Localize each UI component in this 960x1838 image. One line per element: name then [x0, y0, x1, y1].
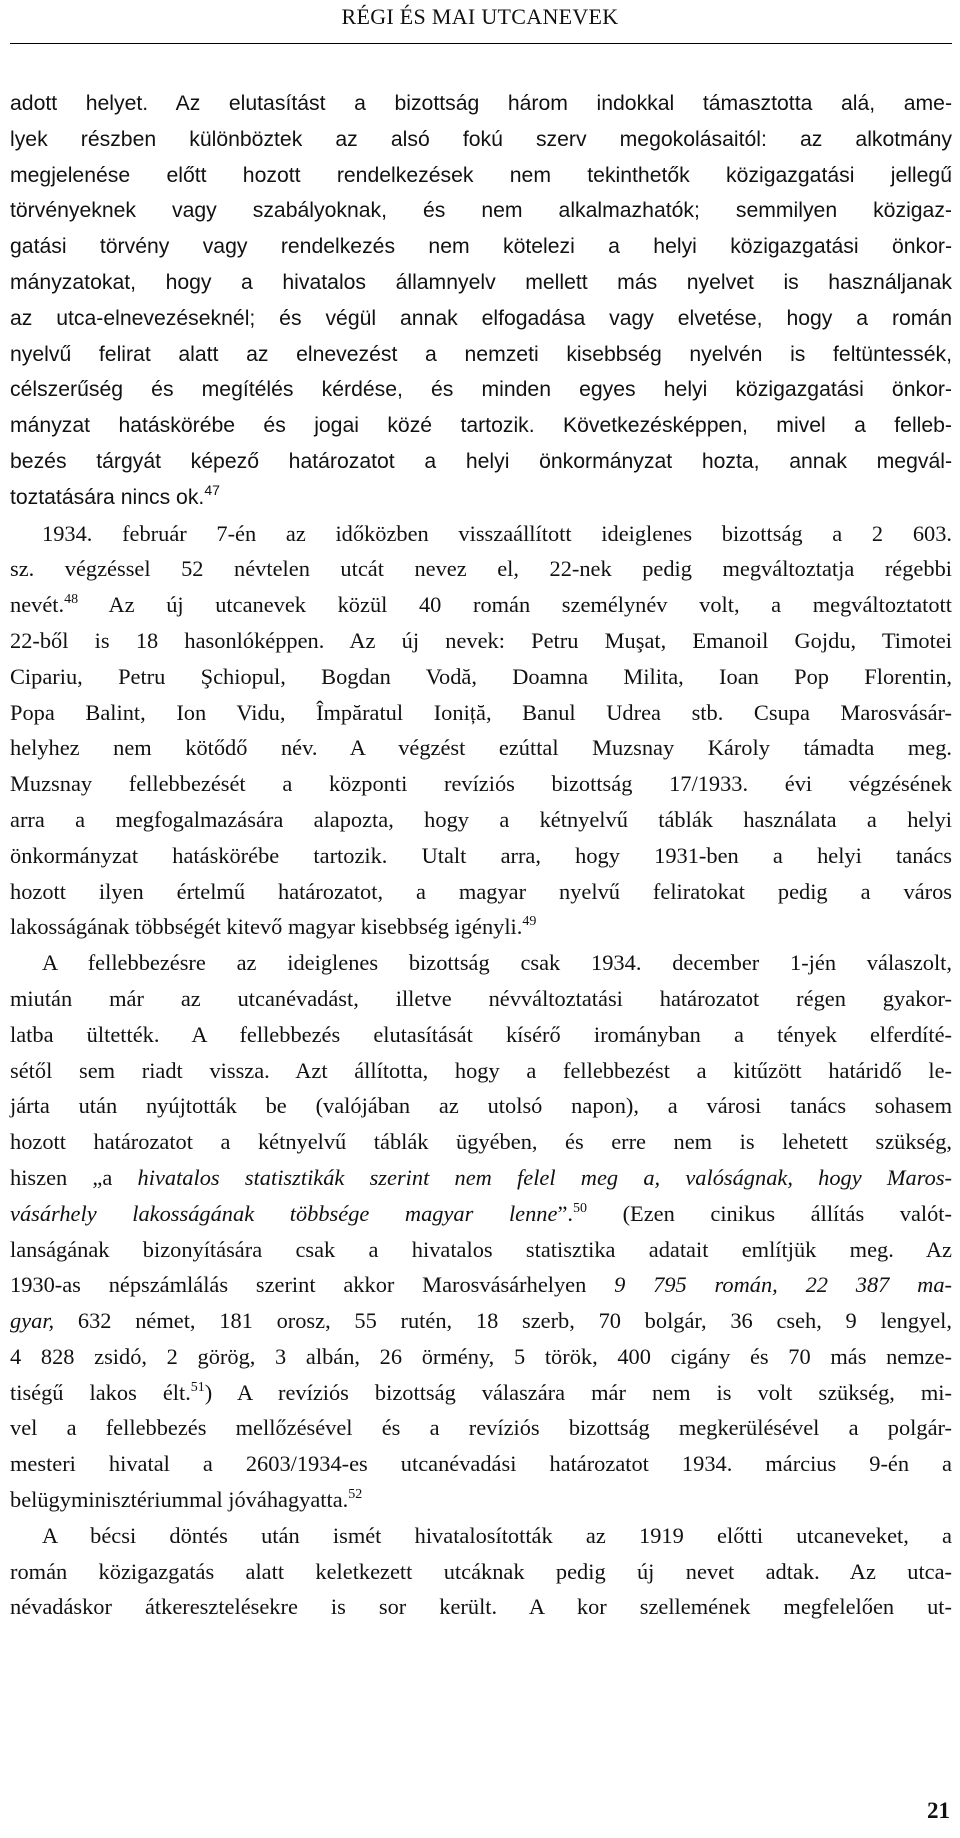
text-run: tiségű lakos élt. — [10, 1379, 191, 1405]
text-run: hiszen „a — [10, 1164, 138, 1190]
text-line — [10, 587, 952, 623]
text-line: mesteri hivatal a 2603/1934-es utcanévadási határozatot 1934. március 9-én a — [10, 1451, 952, 1477]
footnote-ref-48: 48 — [64, 592, 79, 608]
text-run: ) A revíziós bizottság válaszára már nem is volt szükség, mi- — [204, 1379, 952, 1405]
text-line: sz. végzéssel 52 névtelen utcát nevez el, 22-nek pedig megváltoztatja régebbi — [10, 556, 952, 582]
text-line — [10, 1375, 952, 1411]
text-line: hozott határozatot a kétnyelvű táblák ügyében, és erre nem is lehetett szükség, — [10, 1129, 952, 1155]
footnote-ref-50: 50 — [572, 1200, 587, 1216]
text-line: mányzatokat, hogy a hivatalos államnyelv mellett más nyelvet is használjanak — [10, 270, 952, 294]
footnote-ref-52: 52 — [348, 1487, 363, 1503]
text-line — [10, 1160, 952, 1196]
paragraph-1 — [10, 86, 952, 516]
text-line: miután már az utcanévadást, illetve névváltoztatási határozatot régen gyakor- — [10, 985, 952, 1011]
text-line: Muzsnay fellebbezését a központi revíziós bizottság 17/1933. évi végzésének — [10, 771, 952, 797]
text-line: 22-ből is 18 hasonlóképpen. Az új nevek: Petru Muşat, Emanoil Gojdu, Timotei — [10, 627, 952, 653]
text-line: 4 828 zsidó, 2 görög, 3 albán, 26 örmény, 5 török, 400 cigány és 70 más nemze- — [10, 1343, 952, 1369]
text-line: lanságának bizonyítására csak a hivatalos statisztika adatait említjük meg. Az — [10, 1236, 952, 1262]
emphasized-text: 9 795 román, 22 387 ma- — [614, 1272, 952, 1298]
text-line: vel a fellebbezés mellőzésével és a revíziós bizottság megkerülésével a polgár- — [10, 1415, 952, 1441]
body-text — [10, 86, 952, 1625]
text-line: lyek részben különböztek az alsó fokú szerv megokolásaitól: az alkotmány — [10, 127, 952, 151]
text-run: lakosságának többségét kitevő magyar kisebbség igényli. — [10, 914, 523, 940]
text-line: bezés tárgyát képező határozatot a helyi önkormányzat hozta, annak megvál- — [10, 449, 952, 473]
text-line — [10, 1267, 952, 1303]
paragraph-4 — [10, 1518, 952, 1625]
text-run: (Ezen cinikus állítás valót- — [586, 1200, 952, 1226]
text-line: latba ültették. A fellebbezés elutasítását kísérő irományban a tények elferdíté- — [10, 1021, 952, 1047]
text-line — [10, 909, 952, 945]
text-line: hozott ilyen értelmű határozatot, a magyar nyelvű feliratokat pedig a város — [10, 878, 952, 904]
text-line: nyelvű felirat alatt az elnevezést a nemzeti kisebbség nyelvén is feltüntessék, — [10, 342, 952, 366]
text-line: Cipariu, Petru Şchiopul, Bogdan Vodă, Doamna Milita, Ioan Pop Florentin, — [10, 663, 952, 689]
text-line: Popa Balint, Ion Vidu, Împăratul Ioniță, Banul Udrea stb. Csupa Marosvásár- — [10, 699, 952, 725]
text-run: nevét. — [10, 592, 65, 618]
text-line: gatási törvény vagy rendelkezés nem kötelezi a helyi közigazgatási önkor- — [10, 235, 952, 259]
quoted-text: vásárhely lakosságának többsége magyar lenne — [10, 1200, 558, 1226]
text-line: sétől sem riadt vissza. Azt állította, hogy a fellebbezést a kitűzött határidő le- — [10, 1057, 952, 1083]
text-line: mányzat hatáskörébe és jogai közé tartozik. Következésképpen, mivel a felleb- — [10, 414, 952, 438]
text-line: megjelenése előtt hozott rendelkezések nem tekinthetők közigazgatási jellegű — [10, 163, 952, 187]
text-line: járta után nyújtották be (valójában az utolsó napon), a városi tanács sohasem — [10, 1093, 952, 1119]
text-run: 1930-as népszámlálás szerint akkor Marosvásárhelyen — [10, 1272, 615, 1298]
emphasized-text: gyar, — [10, 1308, 55, 1334]
paragraph-3 — [10, 945, 952, 1518]
text-run: 632 német, 181 orosz, 55 rutén, 18 szerb, 70 bolgár, 36 cseh, 9 lengyel, — [54, 1308, 952, 1334]
text-line — [10, 480, 952, 516]
text-line: önkormányzat hatáskörébe tartozik. Utalt arra, hogy 1931-ben a helyi tanács — [10, 842, 952, 868]
text-line — [10, 1482, 952, 1518]
text-line: arra a megfogalmazására alapozta, hogy a kétnyelvű táblák használata a helyi — [10, 806, 952, 832]
footnote-ref-49: 49 — [522, 914, 537, 930]
paragraph-2 — [10, 516, 952, 946]
text-line: célszerűség és megítélés kérdése, és minden egyes helyi közigazgatási önkor- — [10, 378, 952, 402]
header-rule — [10, 43, 952, 44]
footnote-ref-47: 47 — [204, 481, 220, 498]
quoted-text: hivatalos statisztikák szerint nem felel meg a, valóságnak, hogy Maros- — [137, 1164, 952, 1190]
text-run: toztatására nincs ok. — [10, 485, 205, 509]
text-line: helyhez nem kötődő név. A végzést ezúttal Muzsnay Károly támadta meg. — [10, 735, 952, 761]
text-line: 1934. február 7-én az időközben visszaállított ideiglenes bizottság a 2 603. — [42, 520, 952, 546]
footnote-ref-51: 51 — [190, 1379, 205, 1395]
text-run: belügyminisztériummal jóváhagyatta. — [10, 1487, 349, 1513]
page-number: 21 — [927, 1798, 950, 1823]
text-line: az utca-elnevezéseknél; és végül annak elfogadása vagy elvetése, hogy a román — [10, 306, 952, 330]
text-line: A fellebbezésre az ideiglenes bizottság csak 1934. december 1-jén válaszolt, — [42, 950, 952, 976]
text-line — [10, 1303, 952, 1339]
text-line — [10, 1196, 952, 1232]
text-line: adott helyet. Az elutasítást a bizottság három indokkal támasztotta alá, ame- — [10, 92, 952, 115]
text-line: A bécsi döntés után ismét hivatalosították az 1919 előtti utcaneveket, a — [42, 1522, 952, 1548]
running-header-title: RÉGI ÉS MAI UTCANEVEK — [341, 4, 619, 29]
text-line: törvényeknek vagy szabályoknak, és nem alkalmazhatók; semmilyen közigaz- — [10, 199, 952, 223]
text-line: névadáskor átkeresztelésekre is sor került. A kor szellemének megfelelően ut- — [10, 1594, 952, 1620]
text-line: román közigazgatás alatt keletkezett utcáknak pedig új nevet adtak. Az utca- — [10, 1558, 952, 1584]
text-run: Az új utcanevek közül 40 román személynév volt, a megváltoztatott — [78, 592, 952, 618]
text-run: ”. — [557, 1200, 573, 1226]
